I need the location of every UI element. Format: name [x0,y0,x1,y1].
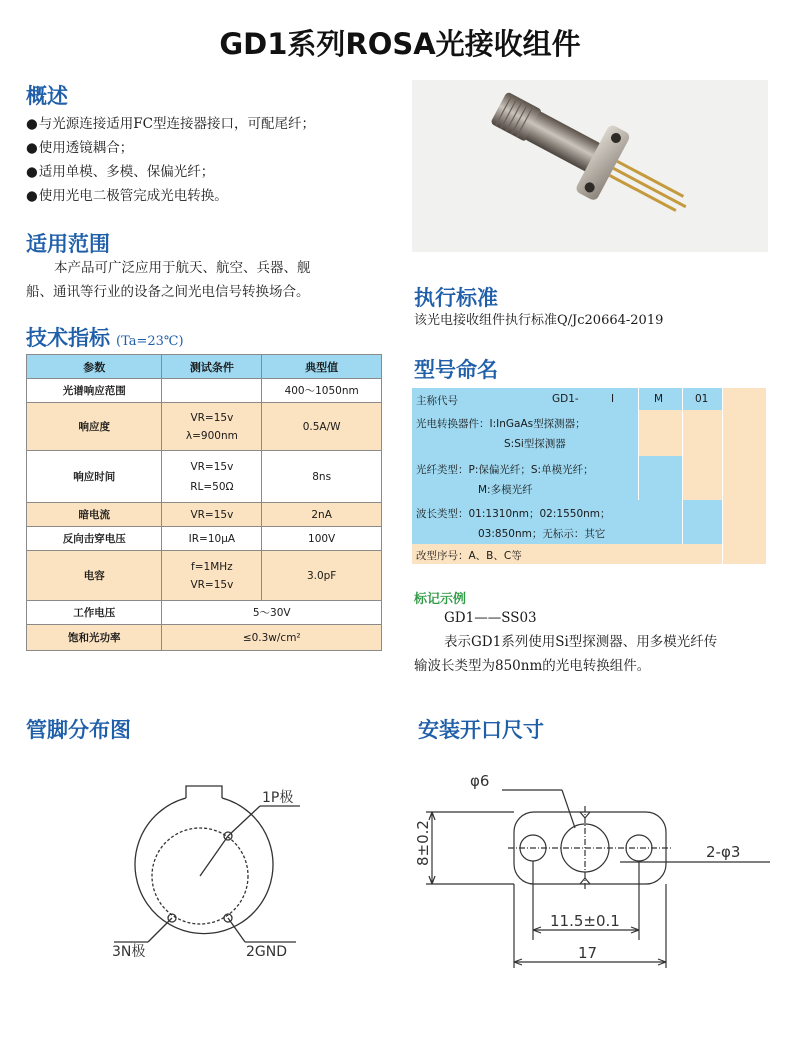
table-header: 测试条件 [162,355,262,379]
specs-heading [26,322,184,352]
overview-item: ● 适用单模、多模、保偏光纤； [26,160,396,184]
example-text [414,606,774,678]
example-line: 表示GD1系列使用Si型探测器、用多模光纤传 [444,634,718,650]
fiber-line: 光纤类型：P:保偏光纤；S:单模光纤； [416,464,594,476]
param-cell: 反向击穿电压 [27,527,162,551]
scope-text [26,256,396,304]
condition-line: RL=50Ω [190,480,234,493]
condition-line: VR=15v [190,460,234,473]
pinout-heading: 管脚分布图 [26,717,131,742]
detector-line: S:Si型探测器 [504,438,566,450]
table-row [27,625,382,651]
model-heading: 型号命名 [414,357,498,382]
overview-list [26,112,396,208]
table-row [27,403,382,451]
table-row [27,527,382,551]
code-m: M [654,393,664,405]
pin2-label: 2GND [246,944,288,960]
standard-text: 该光电接收组件执行标准Q/Jc20664-2019 [414,313,664,328]
fiber-line: M:多模光纤 [478,484,533,496]
spec-table [26,354,382,651]
example-heading: 标记示例 [414,592,467,607]
condition-cell: IR=10μA [162,527,262,551]
condition-cell [162,551,262,601]
table-row [27,451,382,503]
dim-length: 17 [578,944,598,962]
specs-condition-note: (Ta=23℃) [116,334,184,349]
code-01: 01 [695,393,709,405]
condition-line: λ=900nm [185,429,238,442]
scope-heading: 适用范围 [26,231,110,256]
standard-heading: 执行标准 [414,285,498,310]
condition-cell [162,403,262,451]
condition-cell [162,379,262,403]
key-notch [186,786,222,798]
merged-value-cell: 5～30V [162,601,382,625]
param-cell: 暗电流 [27,503,162,527]
value-cell: 2nA [262,503,382,527]
param-cell: 响应时间 [27,451,162,503]
wavelength-line: 波长类型：01:1310nm；02:1550nm； [416,508,611,520]
condition-line: VR=15v [190,411,234,424]
param-cell: 工作电压 [27,601,162,625]
param-cell: 饱和光功率 [27,625,162,651]
value-cell: 400～1050nm [262,379,382,403]
dim-phi6: φ6 [470,772,490,790]
code-i: I [611,393,615,405]
merged-value-cell: ≤0.3w/cm² [162,625,382,651]
pin-radius [200,836,228,876]
mount-dimension-drawing [410,766,780,976]
page-title: GD1系列ROSA光接收组件 [219,27,581,61]
overview-item: ● 与光源连接适用FC型连接器接口，可配尾纤； [26,112,396,136]
dim-height: 8±0.2 [414,820,432,866]
product-photo [412,80,768,252]
pinout-diagram [100,770,330,970]
condition-line: VR=15v [190,578,234,591]
rosa-module-image [412,80,768,252]
param-cell: 光谱响应范围 [27,379,162,403]
detector-line: 光电转换器件：I:InGaAs型探测器； [416,418,586,430]
table-row [27,503,382,527]
pin1-label: 1P极 [262,790,294,806]
outer-circle [135,798,273,934]
param-cell: 电容 [27,551,162,601]
overview-item: ● 使用透镜耦合； [26,136,396,160]
param-cell: 响应度 [27,403,162,451]
overview-heading: 概述 [26,83,68,108]
model-naming-table [412,388,766,564]
wavelength-line: 03:850nm；无标示：其它 [478,528,606,540]
example-code: GD1——SS03 [444,610,537,626]
table-header: 参数 [27,355,162,379]
table-row [27,551,382,601]
table-row [27,601,382,625]
value-cell: 0.5A/W [262,403,382,451]
pin3-label: 3N极 [112,944,146,960]
scope-line: 船、通讯等行业的设备之间光电信号转换场合。 [26,284,310,300]
dim-hole-spacing: 11.5±0.1 [550,912,620,930]
value-cell: 3.0pF [262,551,382,601]
value-cell: 8ns [262,451,382,503]
condition-line: f=1MHz [191,560,233,573]
scope-line: 本产品可广泛应用于航天、航空、兵器、舰 [54,260,311,276]
specs-heading-text: 技术指标 [26,325,110,350]
table-row [27,379,382,403]
table-header: 典型值 [262,355,382,379]
value-cell: 100V [262,527,382,551]
code-gd1: GD1- [552,393,579,405]
overview-item: ● 使用光电二极管完成光电转换。 [26,184,396,208]
condition-cell: VR=15v [162,503,262,527]
main-code-label: 主称代号 [416,395,458,407]
revision-line: 改型序号：A、B、C等 [416,550,522,562]
dim-holes: 2-φ3 [706,843,741,861]
condition-cell [162,451,262,503]
mount-heading: 安装开口尺寸 [418,717,544,742]
example-line: 输波长类型为850nm的光电转换组件。 [414,658,651,674]
